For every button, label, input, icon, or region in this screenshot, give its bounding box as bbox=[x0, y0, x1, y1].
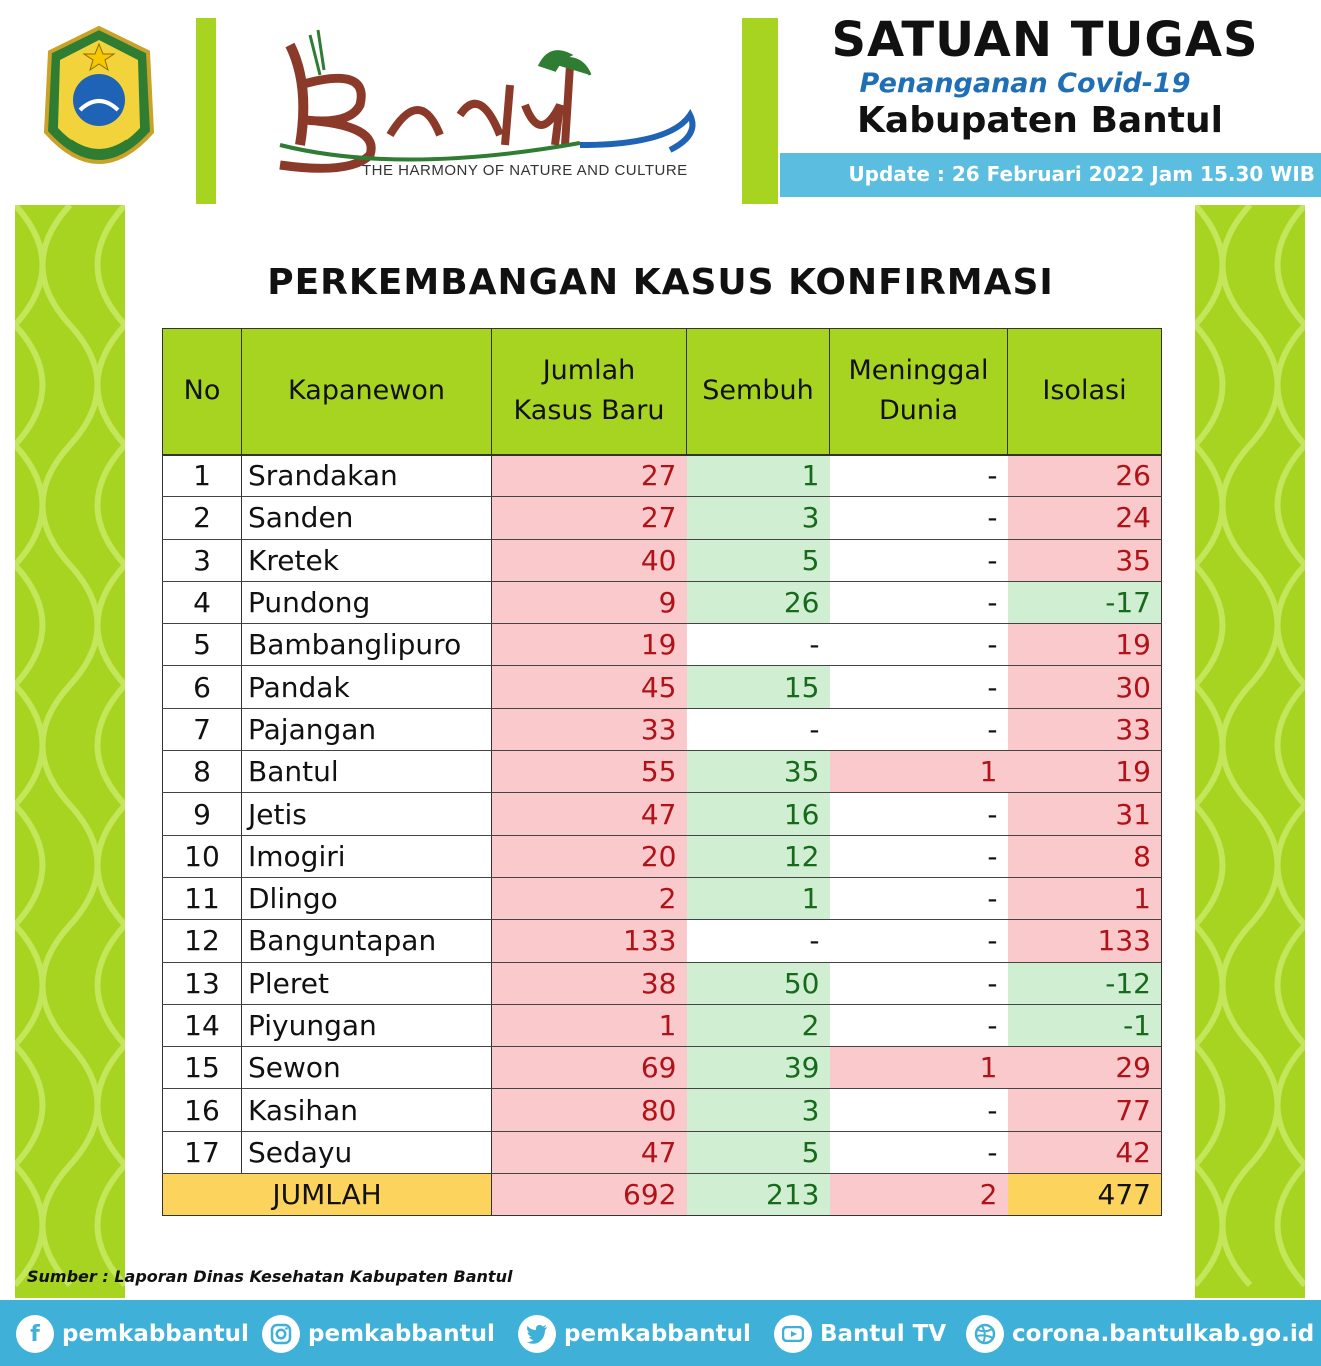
cell-meninggal: - bbox=[830, 581, 1008, 623]
cell-name: Srandakan bbox=[242, 455, 492, 497]
col-header-sembuh: Sembuh bbox=[687, 329, 830, 455]
cell-isolasi: 19 bbox=[1008, 624, 1162, 666]
table-header-row bbox=[163, 329, 1162, 455]
table-row bbox=[163, 835, 1162, 877]
cell-name: Kasihan bbox=[242, 1089, 492, 1131]
cell-isolasi: 29 bbox=[1008, 1047, 1162, 1089]
cell-meninggal: - bbox=[830, 877, 1008, 919]
social-label: pemkabbantul bbox=[564, 1321, 751, 1347]
cell-meninggal: - bbox=[830, 1131, 1008, 1173]
cell-no: 10 bbox=[163, 835, 242, 877]
cell-sembuh: 1 bbox=[687, 455, 830, 497]
cell-name: Banguntapan bbox=[242, 920, 492, 962]
update-text: Update : 26 Februari 2022 Jam 15.30 WIB bbox=[848, 162, 1315, 186]
table-total-row bbox=[163, 1174, 1162, 1216]
total-sembuh: 213 bbox=[687, 1174, 830, 1216]
social-label: Bantul TV bbox=[820, 1321, 947, 1347]
col-header-isolasi: Isolasi bbox=[1008, 329, 1162, 455]
social-twitter[interactable] bbox=[518, 1314, 751, 1354]
cell-isolasi: 30 bbox=[1008, 666, 1162, 708]
table-row bbox=[163, 666, 1162, 708]
table-row bbox=[163, 751, 1162, 793]
cell-no: 16 bbox=[163, 1089, 242, 1131]
cell-name: Bantul bbox=[242, 751, 492, 793]
cell-kasus: 27 bbox=[492, 455, 687, 497]
total-meninggal: 2 bbox=[830, 1174, 1008, 1216]
logo-tagline: THE HARMONY OF NATURE AND CULTURE bbox=[362, 162, 688, 179]
col-header-meninggal-line1: Meninggal bbox=[848, 355, 989, 387]
cell-kasus: 133 bbox=[492, 920, 687, 962]
cell-meninggal: - bbox=[830, 539, 1008, 581]
footer-bar bbox=[0, 1300, 1321, 1366]
cell-meninggal: - bbox=[830, 1089, 1008, 1131]
cell-sembuh: 2 bbox=[687, 1004, 830, 1046]
table-row bbox=[163, 793, 1162, 835]
table-row bbox=[163, 962, 1162, 1004]
social-label: pemkabbantul bbox=[62, 1321, 249, 1347]
social-website[interactable] bbox=[966, 1314, 1314, 1354]
cell-no: 1 bbox=[163, 455, 242, 497]
title-sub: Penanganan Covid-19 bbox=[859, 68, 1191, 99]
twitter-icon bbox=[518, 1315, 556, 1353]
col-header-kasus-line2: Kasus Baru bbox=[513, 395, 665, 427]
cell-name: Pundong bbox=[242, 581, 492, 623]
table-row bbox=[163, 581, 1162, 623]
cell-no: 9 bbox=[163, 793, 242, 835]
cell-isolasi: -1 bbox=[1008, 1004, 1162, 1046]
cell-isolasi: 26 bbox=[1008, 455, 1162, 497]
cell-no: 2 bbox=[163, 497, 242, 539]
cell-kasus: 69 bbox=[492, 1047, 687, 1089]
title-main: SATUAN TUGAS bbox=[831, 12, 1259, 68]
table-row bbox=[163, 539, 1162, 581]
title-region: Kabupaten Bantul bbox=[857, 100, 1223, 141]
table-row bbox=[163, 1047, 1162, 1089]
page-title: PERKEMBANGAN KASUS KONFIRMASI bbox=[267, 262, 1054, 303]
cell-no: 3 bbox=[163, 539, 242, 581]
cell-isolasi: 133 bbox=[1008, 920, 1162, 962]
cell-name: Pandak bbox=[242, 666, 492, 708]
cell-name: Sanden bbox=[242, 497, 492, 539]
cell-sembuh: 50 bbox=[687, 962, 830, 1004]
social-label: pemkabbantul bbox=[308, 1321, 495, 1347]
youtube-icon bbox=[774, 1315, 812, 1353]
cell-meninggal: - bbox=[830, 497, 1008, 539]
cell-kasus: 40 bbox=[492, 539, 687, 581]
cell-sembuh: 16 bbox=[687, 793, 830, 835]
cell-meninggal: - bbox=[830, 793, 1008, 835]
cell-kasus: 45 bbox=[492, 666, 687, 708]
table-row bbox=[163, 455, 1162, 497]
cell-kasus: 33 bbox=[492, 708, 687, 750]
table-row bbox=[163, 497, 1162, 539]
header-divider bbox=[742, 18, 778, 204]
cell-sembuh: 39 bbox=[687, 1047, 830, 1089]
cell-sembuh: 26 bbox=[687, 581, 830, 623]
cell-name: Jetis bbox=[242, 793, 492, 835]
header-divider bbox=[196, 18, 216, 204]
cell-sembuh: 1 bbox=[687, 877, 830, 919]
cell-name: Pajangan bbox=[242, 708, 492, 750]
total-label: JUMLAH bbox=[163, 1174, 492, 1216]
cell-no: 12 bbox=[163, 920, 242, 962]
col-header-meninggal bbox=[830, 329, 1008, 455]
cell-sembuh: 35 bbox=[687, 751, 830, 793]
cell-name: Kretek bbox=[242, 539, 492, 581]
cell-no: 8 bbox=[163, 751, 242, 793]
cell-sembuh: 12 bbox=[687, 835, 830, 877]
social-youtube[interactable] bbox=[774, 1314, 946, 1354]
cell-sembuh: - bbox=[687, 708, 830, 750]
table-row bbox=[163, 624, 1162, 666]
cell-name: Pleret bbox=[242, 962, 492, 1004]
table-row bbox=[163, 877, 1162, 919]
source-note: Sumber : Laporan Dinas Kesehatan Kabupaten Bantul bbox=[27, 1267, 513, 1286]
cell-name: Dlingo bbox=[242, 877, 492, 919]
update-banner bbox=[780, 153, 1321, 197]
cell-isolasi: 19 bbox=[1008, 751, 1162, 793]
side-pattern-right bbox=[1195, 205, 1305, 1298]
cell-isolasi: 77 bbox=[1008, 1089, 1162, 1131]
instagram-icon bbox=[262, 1315, 300, 1353]
col-header-no: No bbox=[163, 329, 242, 455]
social-instagram[interactable] bbox=[262, 1314, 495, 1354]
cell-no: 6 bbox=[163, 666, 242, 708]
col-header-kasus-line1: Jumlah bbox=[542, 355, 636, 387]
cell-meninggal: - bbox=[830, 624, 1008, 666]
table-row bbox=[163, 708, 1162, 750]
social-facebook[interactable] bbox=[16, 1314, 249, 1354]
table-row bbox=[163, 920, 1162, 962]
cell-kasus: 80 bbox=[492, 1089, 687, 1131]
cell-isolasi: 8 bbox=[1008, 835, 1162, 877]
cell-kasus: 47 bbox=[492, 1131, 687, 1173]
cell-isolasi: -17 bbox=[1008, 581, 1162, 623]
cell-kasus: 47 bbox=[492, 793, 687, 835]
col-header-meninggal-line2: Dunia bbox=[878, 395, 959, 427]
cell-kasus: 19 bbox=[492, 624, 687, 666]
cell-no: 17 bbox=[163, 1131, 242, 1173]
cell-no: 7 bbox=[163, 708, 242, 750]
cell-isolasi: -12 bbox=[1008, 962, 1162, 1004]
cell-meninggal: - bbox=[830, 708, 1008, 750]
cell-isolasi: 31 bbox=[1008, 793, 1162, 835]
cell-meninggal: 1 bbox=[830, 1047, 1008, 1089]
cell-no: 14 bbox=[163, 1004, 242, 1046]
col-header-kapanewon: Kapanewon bbox=[242, 329, 492, 455]
cell-sembuh: 3 bbox=[687, 1089, 830, 1131]
cell-kasus: 20 bbox=[492, 835, 687, 877]
total-isolasi: 477 bbox=[1008, 1174, 1162, 1216]
cell-kasus: 9 bbox=[492, 581, 687, 623]
cell-kasus: 55 bbox=[492, 751, 687, 793]
cell-kasus: 1 bbox=[492, 1004, 687, 1046]
table-row bbox=[163, 1089, 1162, 1131]
cell-meninggal: - bbox=[830, 962, 1008, 1004]
side-pattern-left bbox=[15, 205, 125, 1298]
cell-sembuh: 5 bbox=[687, 539, 830, 581]
cell-kasus: 27 bbox=[492, 497, 687, 539]
facebook-icon: f bbox=[16, 1315, 54, 1353]
cell-name: Sedayu bbox=[242, 1131, 492, 1173]
table-row bbox=[163, 1131, 1162, 1173]
cell-no: 15 bbox=[163, 1047, 242, 1089]
cell-isolasi: 33 bbox=[1008, 708, 1162, 750]
cell-isolasi: 35 bbox=[1008, 539, 1162, 581]
cell-name: Bambanglipuro bbox=[242, 624, 492, 666]
cell-kasus: 2 bbox=[492, 877, 687, 919]
cell-no: 4 bbox=[163, 581, 242, 623]
cell-meninggal: - bbox=[830, 1004, 1008, 1046]
cell-sembuh: - bbox=[687, 920, 830, 962]
table-row bbox=[163, 1004, 1162, 1046]
cell-meninggal: - bbox=[830, 455, 1008, 497]
cell-name: Piyungan bbox=[242, 1004, 492, 1046]
cell-sembuh: 3 bbox=[687, 497, 830, 539]
cell-meninggal: - bbox=[830, 835, 1008, 877]
cell-no: 5 bbox=[163, 624, 242, 666]
col-header-kasus bbox=[492, 329, 687, 455]
cell-sembuh: 15 bbox=[687, 666, 830, 708]
case-table bbox=[162, 328, 1162, 1216]
total-kasus: 692 bbox=[492, 1174, 687, 1216]
cell-sembuh: - bbox=[687, 624, 830, 666]
cell-isolasi: 24 bbox=[1008, 497, 1162, 539]
cell-sembuh: 5 bbox=[687, 1131, 830, 1173]
cell-no: 13 bbox=[163, 962, 242, 1004]
cell-meninggal: - bbox=[830, 920, 1008, 962]
cell-no: 11 bbox=[163, 877, 242, 919]
globe-icon bbox=[966, 1315, 1004, 1353]
regency-crest-icon bbox=[40, 22, 158, 187]
cell-meninggal: - bbox=[830, 666, 1008, 708]
cell-name: Sewon bbox=[242, 1047, 492, 1089]
cell-kasus: 38 bbox=[492, 962, 687, 1004]
social-label: corona.bantulkab.go.id bbox=[1012, 1321, 1315, 1347]
header bbox=[0, 0, 1321, 205]
cell-isolasi: 1 bbox=[1008, 877, 1162, 919]
cell-meninggal: 1 bbox=[830, 751, 1008, 793]
cell-name: Imogiri bbox=[242, 835, 492, 877]
cell-isolasi: 42 bbox=[1008, 1131, 1162, 1173]
